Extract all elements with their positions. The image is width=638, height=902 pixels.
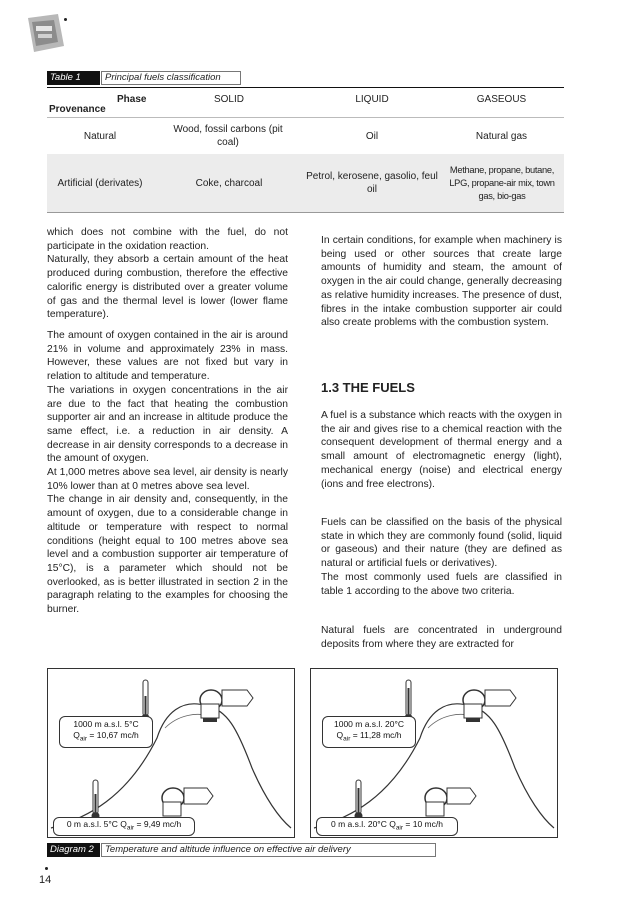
thermometer-icon-bottom [92,780,100,820]
table-row-natural [47,118,564,154]
diagram-caption-title: Temperature and altitude influence on effective air delivery [101,843,436,857]
cell-artificial-gaseous: Methane, propane, butane, LPG, propane-air mix, town gas, bio-gas [449,164,555,201]
cell-artificial-solid: Coke, charcoal [195,177,263,189]
table-row-artificial [47,154,564,212]
mountain-illustration [310,668,558,838]
header-solid: SOLID [213,93,244,105]
table-header-row [47,88,564,118]
mountain-illustration [47,668,295,838]
label-sea-level: 0 m a.s.l. 5°C $Q_{air} = 9,49$ mc/h [53,817,195,836]
company-logo [24,12,68,56]
page-number: 14 [39,874,52,886]
left-paragraph-2: The amount of oxygen contained in the air is around 21% in volume and approximately 23% in mass. However, these values are not fixed but vary in relation to altitude and temperature. The variations in oxygen concentrations in the air are due to the fact that heating the combustion supporter air and an increase in altitude produce the same effect, i.e. a reduction in air density. A decrease in air density corresponds to a decrease in the amount of oxygen. At 1,000 metres above sea level, air density is nearly 10% lower than at 0 metres above sea level. The change in air density and, consequently, in the amount of oxygen, due to a considerable change in altitude or temperature with respect to normal conditions (height equal to 100 metres above sea level and a combustion supporter air temperature of 15°C), is a parameter which should not be overlooked, as is better illustrated in section 2 in the paragraph relating to the examples for choosing the burner. [47,330,288,616]
header-provenance: Provenance [49,104,106,115]
table-caption-title: Principal fuels classification [101,71,241,85]
label-high-altitude: 1000 m a.s.l. 20°C $Q_{air} = 11,28$ mc/h [322,716,416,748]
right-paragraph-1: A fuel is a substance which reacts with the oxygen in the air and gives rise to a chemical reaction with the consequent development of thermal energy and a small amount of electromagnetic energy (light), mechanical energy (noise) and electrical energy (ions and free electrons). [321,410,562,490]
header-liquid: LIQUID [355,93,389,105]
diagram-caption [47,843,435,857]
logo-dot [64,18,67,21]
cell-natural-solid: Wood, fossil carbons (pit coal) [173,124,283,148]
page-number-dot [45,867,48,870]
section-title: 1.3 THE FUELS [321,380,415,395]
cell-artificial-provenance: Artificial (derivates) [57,177,143,189]
left-paragraph-1: which does not combine with the fuel, do not participate in the oxidation reaction. Naturally, they absorb a certain amount of the heat produced during combustion, therefore the effective calorific energy is distributed over a greater volume of gas and the thermal level is lower (lower flame temperature). [47,227,288,321]
cell-artificial-liquid: Petrol, kerosene, gasolio, feul oil [306,171,438,195]
thermometer-icon-bottom [355,780,363,820]
right-paragraph-2: Fuels can be classified on the basis of the physical state in which they are commonly found (solid, liquid or gaseous) and their nature (they are defined as natural or artificial fuels or derivatives). The most commonly used fuels are classified in table 1 according to the above two criteria. [321,517,562,597]
table-caption-tag: Table 1 [47,71,100,85]
diagram-caption-tag: Diagram 2 [47,843,100,857]
cell-natural-gaseous: Natural gas [475,130,528,142]
cell-natural-liquid: Oil [365,130,379,142]
header-gaseous: GASEOUS [476,93,527,105]
label-high-altitude: 1000 m a.s.l. 5°C $Q_{air} = 10,67$ mc/h [59,716,153,748]
label-sea-level: 0 m a.s.l. 20°C $Q_{air} = 10$ mc/h [316,817,458,836]
header-phase: Phase [117,94,147,105]
diagram-panel-20c [310,668,558,838]
cell-natural-provenance: Natural [83,130,117,142]
diagram-panel-5c [47,668,295,838]
right-paragraph-intro: In certain conditions, for example when machinery is being used or other sources that create large amounts of humidity and steam, the amount of oxygen in the air could change, generally decreasing as relative humidity increases. The presence of dust, fibres in the intake combustion supporter air could also create problems with the combustion system. [321,235,562,329]
right-paragraph-3: Natural fuels are concentrated in underground deposits from where they are extracted for [321,625,562,650]
table-caption [47,71,240,85]
